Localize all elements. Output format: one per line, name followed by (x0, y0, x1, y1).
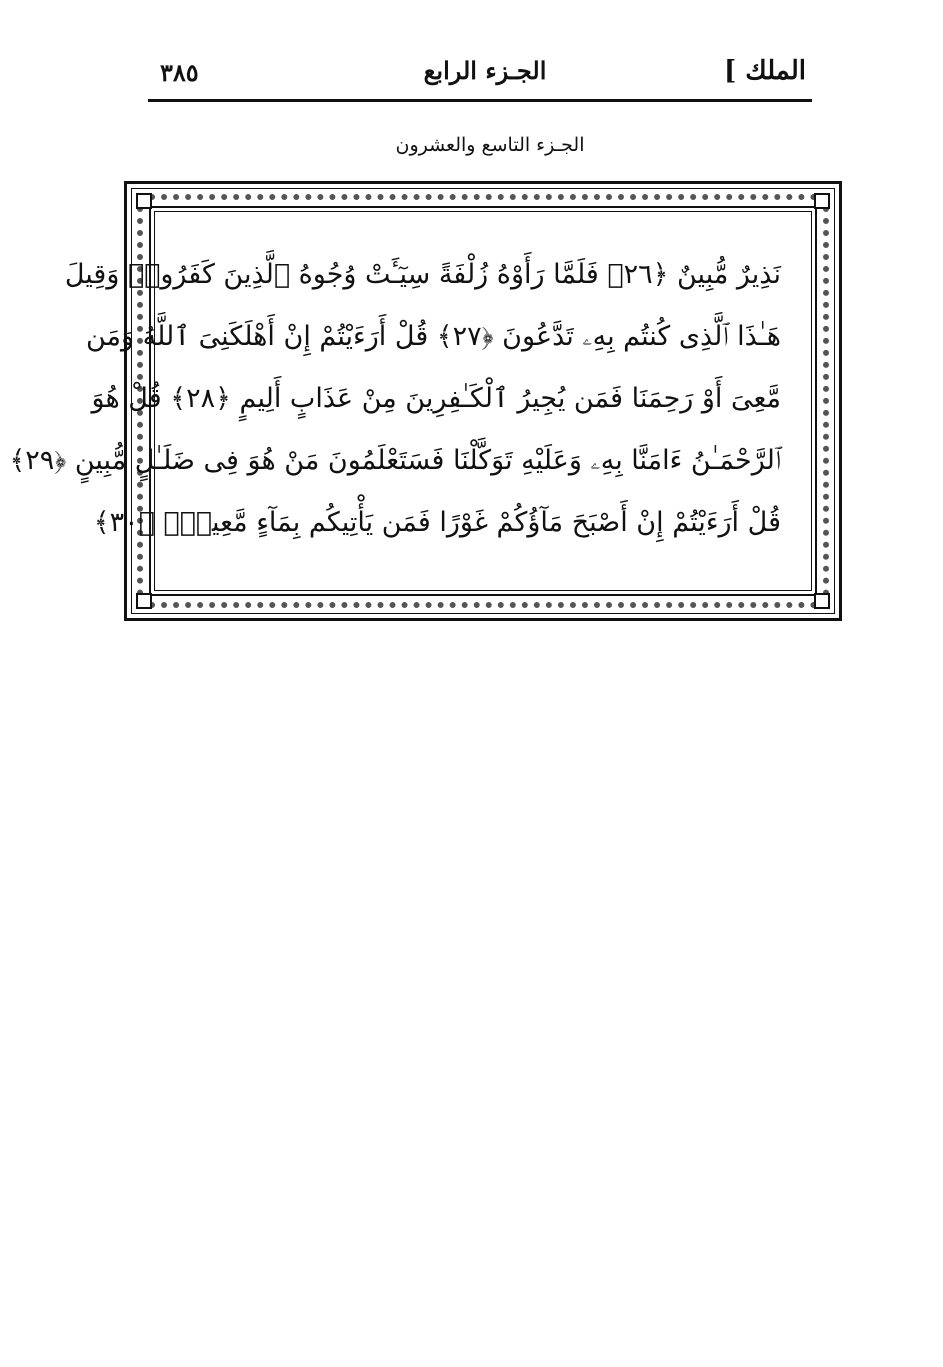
page-header (148, 52, 812, 98)
verse-line: قُلْ أَرَءَيْتُمْ إِنْ أَصْبَحَ مَآؤُكُمْ غَوْرًا فَمَن يَأْتِيكُم بِمَآءٍ مَّعِينٍۭ ﴿٣٠﴾ (93, 507, 781, 538)
verse-text-block (9, 244, 781, 554)
ornamental-frame (9, 181, 842, 621)
verse-line: ٱلرَّحْمَـٰنُ ءَامَنَّا بِهِۦ وَعَلَيْهِ تَوَكَّلْنَا فَسَتَعْلَمُونَ مَنْ هُوَ فِى ضَلَـٰلٍ مُّبِينٍ ﴿٢٩﴾ (9, 445, 781, 476)
frame-corner-ornament (136, 593, 152, 609)
verse-line: نَذِيرٌ مُّبِينٌ ﴿٢٦﴾ فَلَمَّا رَأَوْهُ زُلْفَةً سِيٓـَٔتْ وُجُوهُ ٱلَّذِينَ كَفَرُوا۟ وَقِيلَ (64, 259, 781, 290)
page-number: ٣٨٥ (160, 58, 199, 87)
frame-corner-ornament (814, 193, 830, 209)
verse-line: هَـٰذَا ٱلَّذِى كُنتُم بِهِۦ تَدَّعُونَ ﴿٢٧﴾ قُلْ أَرَءَيْتُمْ إِنْ أَهْلَكَنِىَ ٱللَّهُ وَمَن (86, 321, 781, 352)
verse-line: مَّعِىَ أَوْ رَحِمَنَا فَمَن يُجِيرُ ٱلْكَـٰفِرِينَ مِنْ عَذَابٍ أَلِيمٍ ﴿٢٨﴾ قُلْ هُوَ (91, 383, 781, 414)
surah-name: الملك ] (723, 56, 806, 86)
header-rule (148, 99, 812, 102)
section-subtitle: الجـزء التاسع والعشرون (395, 134, 585, 156)
frame-corner-ornament (136, 193, 152, 209)
frame-corner-ornament (814, 593, 830, 609)
juz-title: الجـزء الرابع (423, 56, 547, 85)
